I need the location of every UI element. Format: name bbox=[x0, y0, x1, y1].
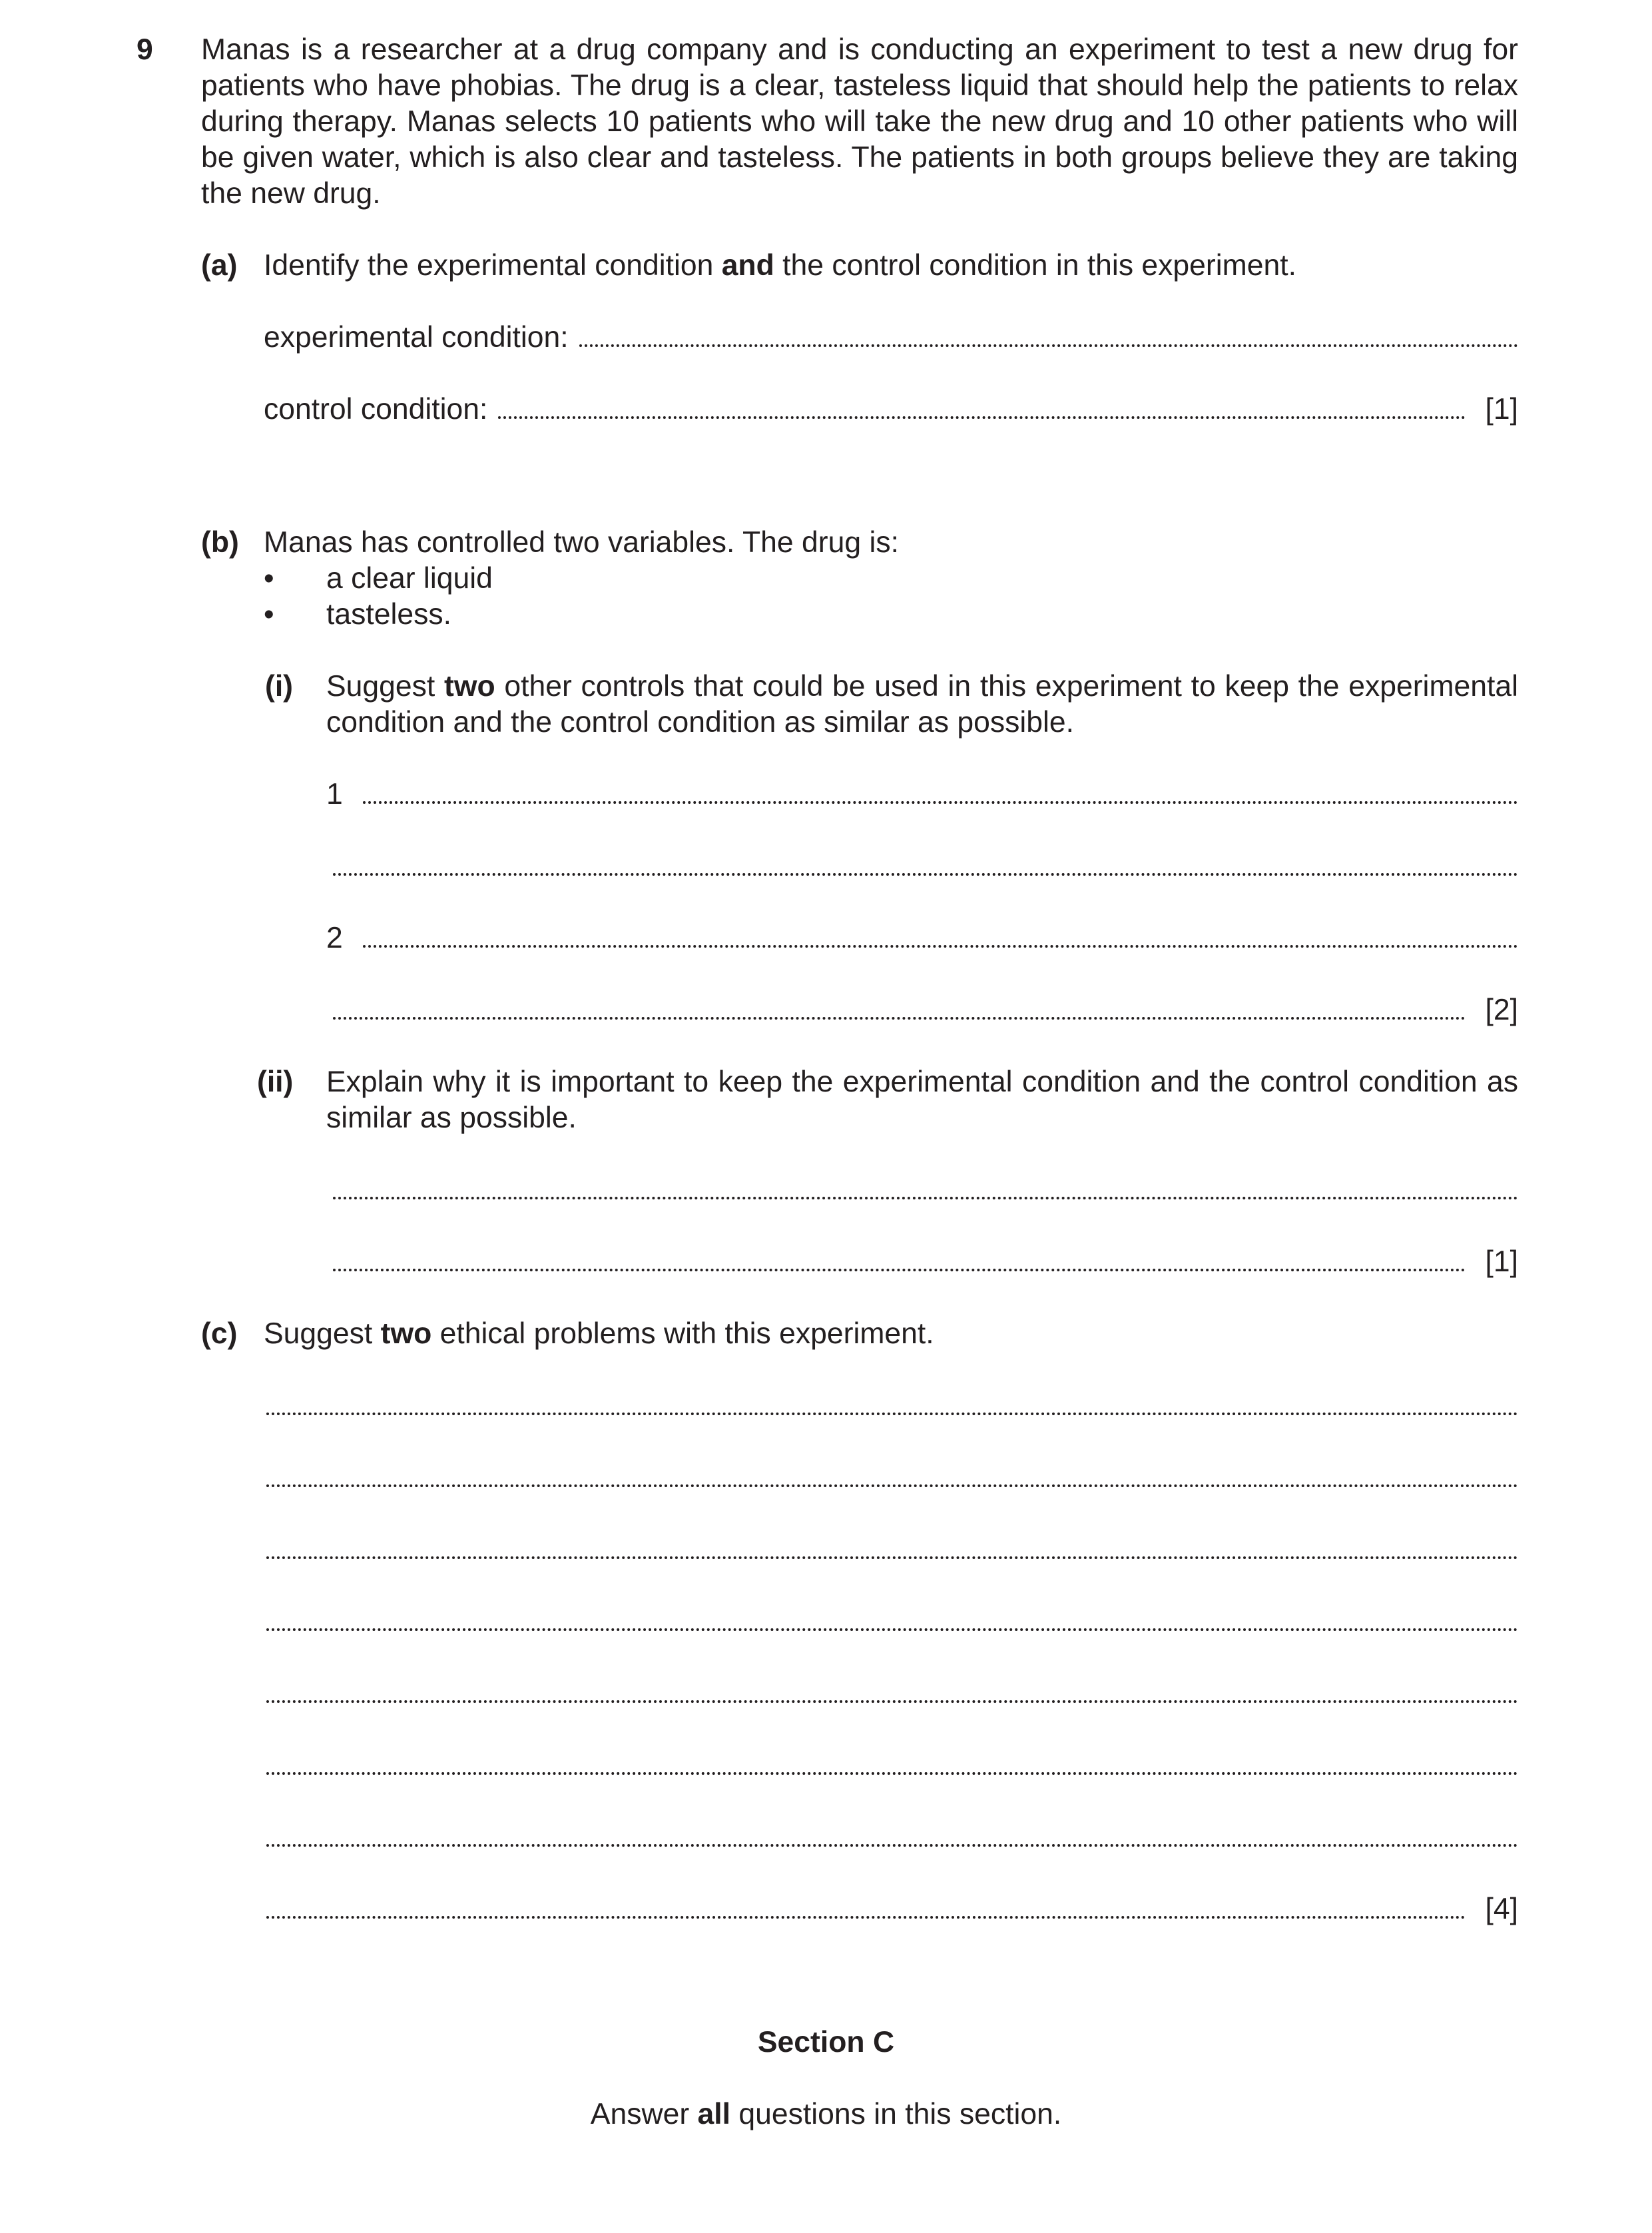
answer-dots bbox=[266, 1844, 1518, 1847]
answer-line[interactable] bbox=[333, 1172, 1518, 1208]
part-b-i-text-bold: two bbox=[444, 670, 495, 703]
part-c-text-before: Suggest bbox=[264, 1317, 381, 1350]
bullet-icon: • bbox=[264, 562, 274, 595]
answer-line-2[interactable] bbox=[326, 920, 1518, 956]
part-b-ii-marks: [1] bbox=[1485, 1245, 1518, 1278]
answer-line[interactable] bbox=[333, 1244, 1518, 1280]
experimental-condition-label: experimental condition: bbox=[264, 321, 569, 354]
part-b-i-label: (i) bbox=[265, 670, 294, 703]
part-c-marks: [4] bbox=[1485, 1893, 1518, 1925]
answer-dots bbox=[266, 1628, 1518, 1631]
answer-line[interactable] bbox=[266, 1676, 1518, 1712]
part-b-ii-label: (ii) bbox=[257, 1066, 294, 1098]
answer-dots bbox=[333, 1017, 1466, 1020]
question-number: 9 bbox=[137, 33, 153, 66]
part-b-label: (b) bbox=[201, 526, 239, 559]
part-a-prompt bbox=[264, 248, 1518, 284]
answer-dots bbox=[266, 1413, 1518, 1415]
answer-dots bbox=[333, 873, 1518, 876]
part-b-i-marks: [2] bbox=[1485, 994, 1518, 1026]
part-a-text-before: Identify the experimental condition bbox=[264, 249, 722, 282]
part-a-label: (a) bbox=[201, 249, 238, 282]
answer-line[interactable] bbox=[266, 1748, 1518, 1783]
answer-line[interactable] bbox=[266, 1819, 1518, 1855]
answer-dots bbox=[266, 1556, 1518, 1559]
part-a-marks: [1] bbox=[1485, 393, 1518, 426]
question-stem: Manas is a researcher at a drug company and is conducting an experiment to test a new drug for patients who have phobias. The drug is a clear, tasteless liquid that should help the patients to relax during therapy. Manas selects 10 patients who will take the new drug and 10 other patients who will be given water, which is also clear and tasteless. The patients in both groups believe they are taking the new drug. bbox=[201, 33, 1518, 210]
section-c-text-before: Answer bbox=[590, 2098, 698, 2130]
answer-line[interactable] bbox=[266, 1604, 1518, 1640]
part-c-text-bold: two bbox=[380, 1317, 432, 1350]
answer-line[interactable] bbox=[266, 1891, 1518, 1927]
part-b-intro: Manas has controlled two variables. The drug is: bbox=[264, 526, 899, 559]
answer-dots bbox=[363, 801, 1518, 804]
part-b-i-prompt bbox=[326, 669, 1518, 741]
part-b-i-text-before: Suggest bbox=[326, 670, 445, 703]
answer-dots bbox=[266, 1916, 1466, 1919]
answer-line-2b[interactable] bbox=[333, 992, 1518, 1028]
bullet-item: a clear liquid bbox=[326, 562, 493, 595]
section-c-heading: Section C bbox=[757, 2026, 895, 2059]
answer-line[interactable] bbox=[266, 1460, 1518, 1496]
answer-line-1b[interactable] bbox=[333, 848, 1518, 884]
answer-dots bbox=[579, 344, 1518, 347]
answer-number-1: 1 bbox=[326, 778, 343, 810]
answer-line[interactable] bbox=[266, 1388, 1518, 1424]
answer-dots bbox=[266, 1700, 1518, 1703]
answer-dots bbox=[266, 1772, 1518, 1775]
bullet-icon: • bbox=[264, 598, 274, 631]
answer-dots bbox=[363, 945, 1518, 948]
part-a-text-bold: and bbox=[721, 249, 774, 282]
answer-dots bbox=[333, 1197, 1518, 1199]
part-a-text-after: the control condition in this experiment. bbox=[774, 249, 1296, 282]
section-c-text-after: questions in this section. bbox=[730, 2098, 1062, 2130]
part-c-text-after: ethical problems with this experiment. bbox=[431, 1317, 934, 1350]
section-c-instruction bbox=[0, 2096, 1652, 2132]
answer-dots bbox=[498, 416, 1465, 419]
part-c-label: (c) bbox=[201, 1317, 238, 1350]
control-condition-label: control condition: bbox=[264, 393, 488, 426]
answer-dots bbox=[333, 1269, 1466, 1271]
part-b-i-text-after: other controls that could be used in this experiment to keep the experimental condition and the control condition as similar as possible. bbox=[326, 670, 1519, 739]
answer-number-2: 2 bbox=[326, 922, 343, 954]
section-c-text-bold: all bbox=[697, 2098, 731, 2130]
answer-dots bbox=[266, 1484, 1518, 1487]
experimental-condition-answer-line[interactable] bbox=[264, 320, 1518, 356]
control-condition-answer-line[interactable] bbox=[264, 392, 1518, 428]
part-c-prompt bbox=[264, 1316, 934, 1352]
part-b-ii-prompt: Explain why it is important to keep the experimental condition and the control condition as similar as possible. bbox=[326, 1066, 1518, 1134]
answer-line[interactable] bbox=[266, 1532, 1518, 1568]
answer-line-1[interactable] bbox=[326, 777, 1518, 812]
bullet-item: tasteless. bbox=[326, 598, 451, 631]
